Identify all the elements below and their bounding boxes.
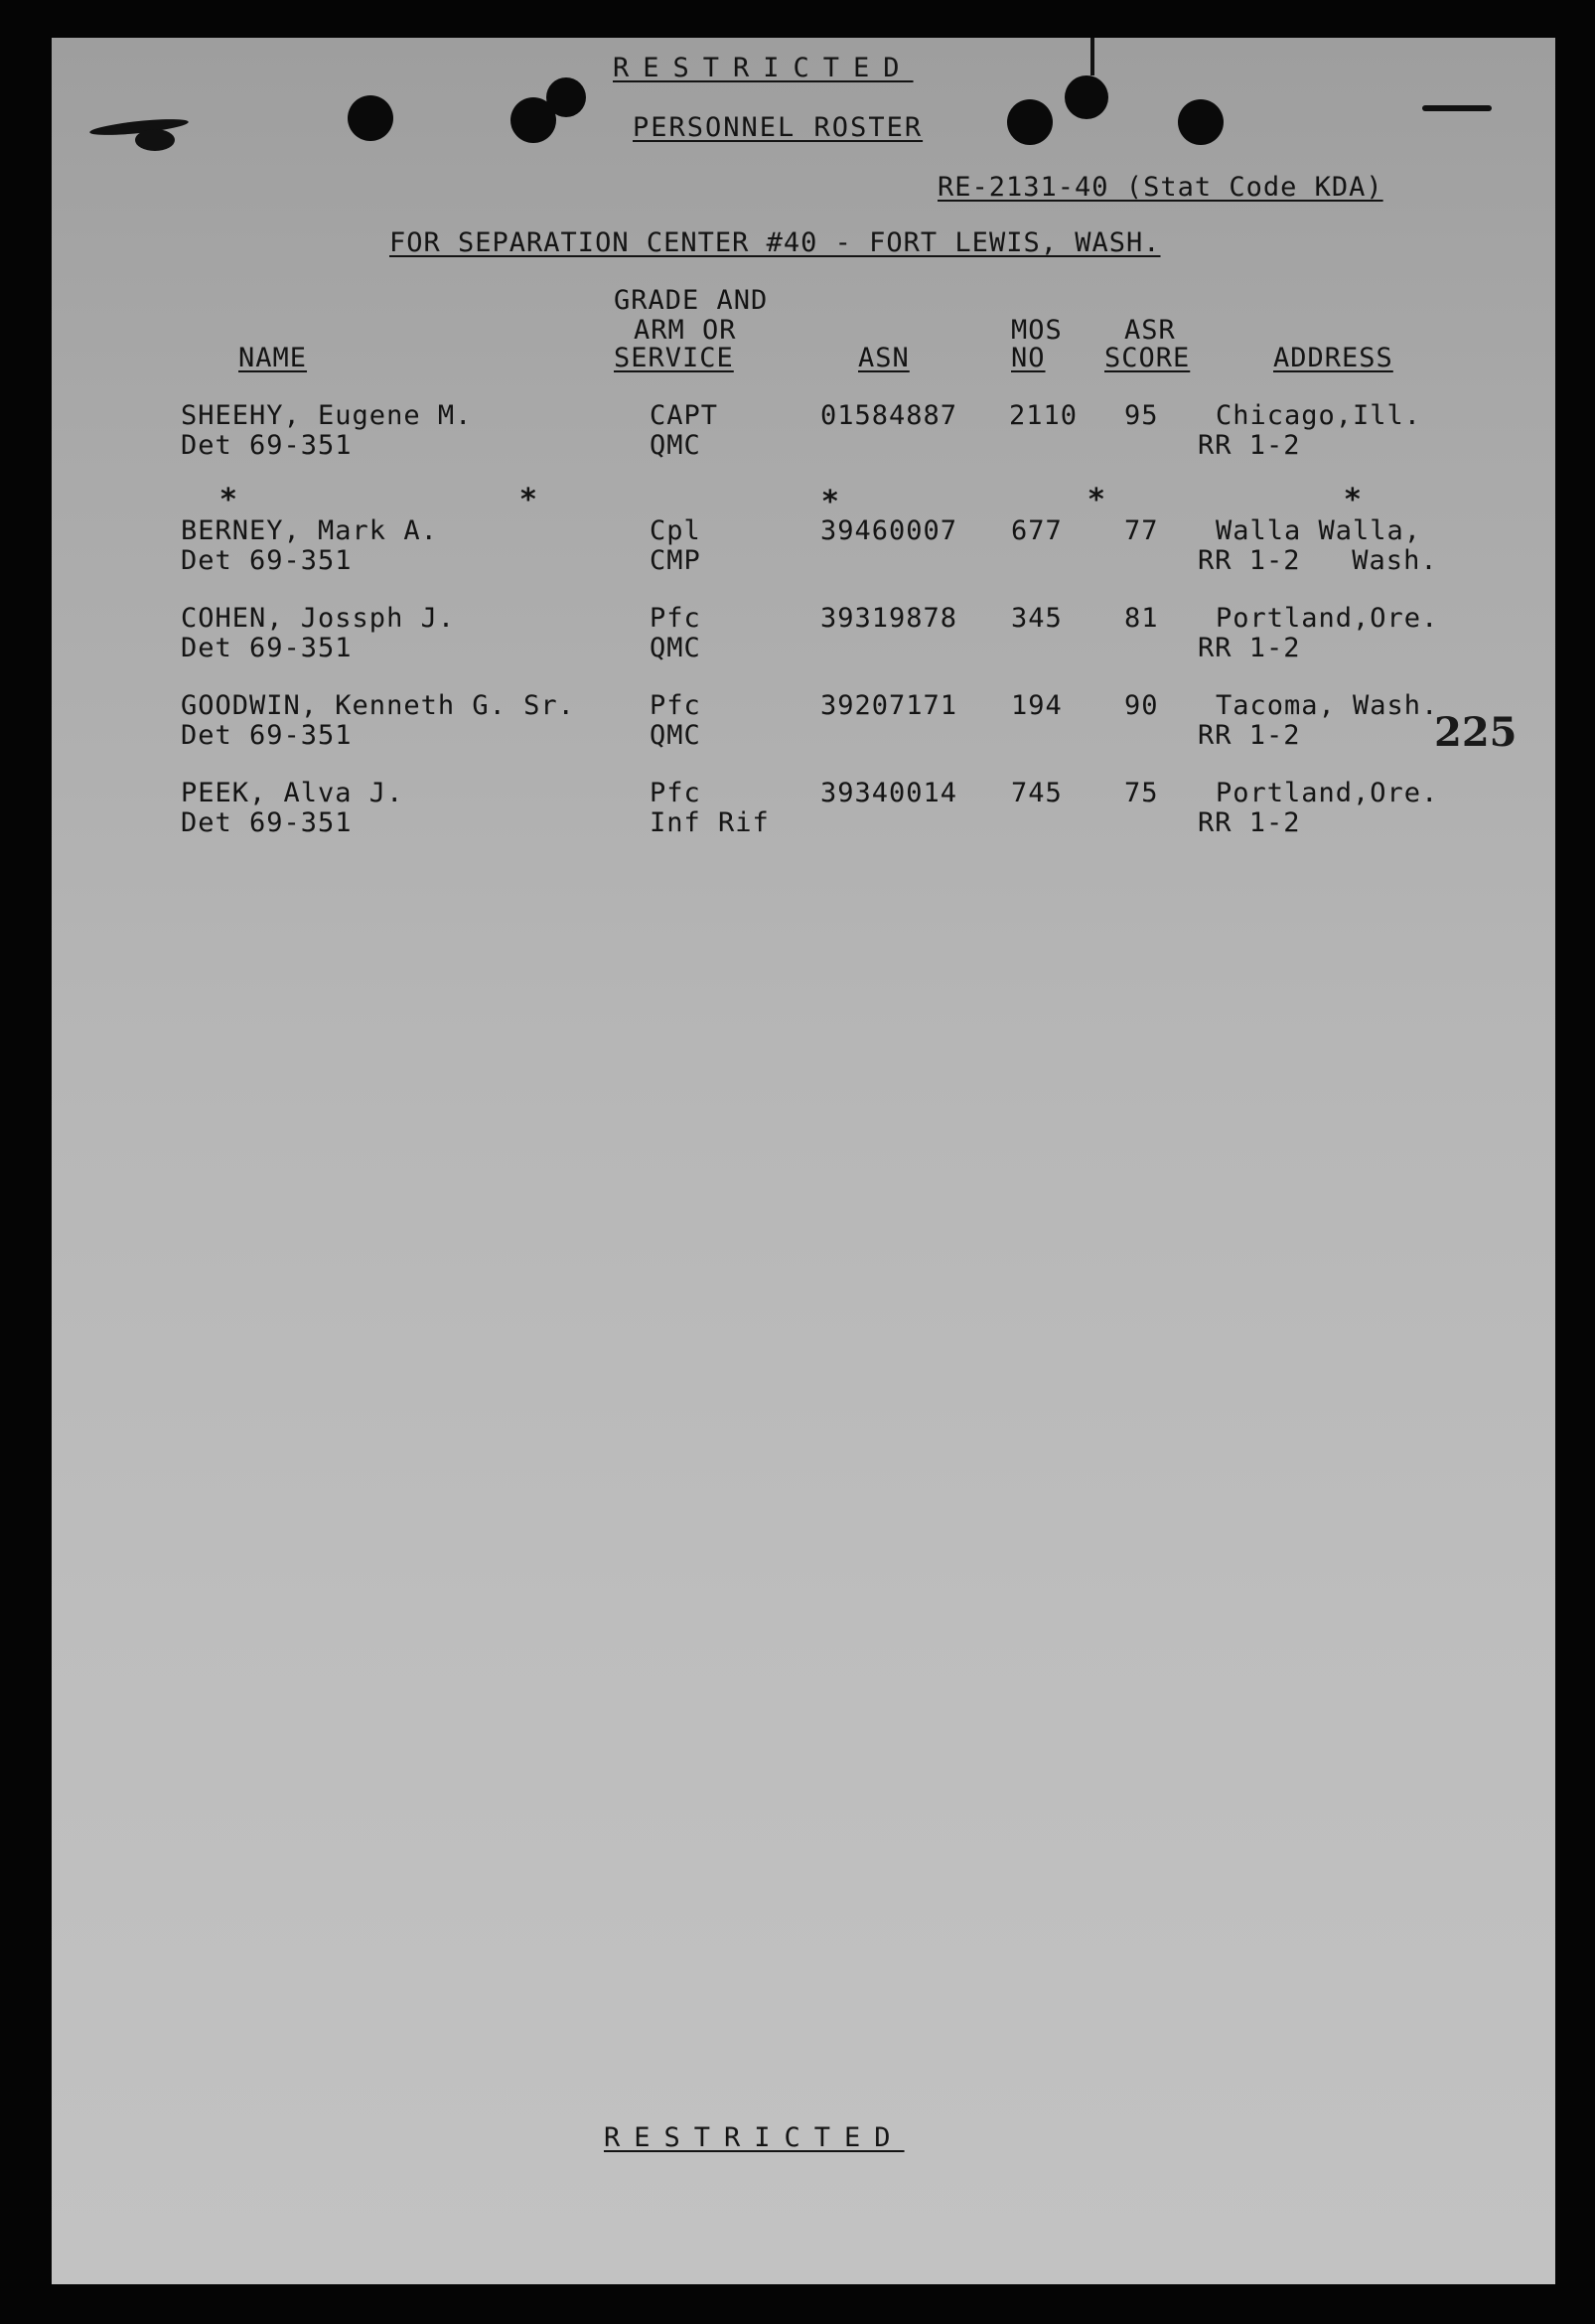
row-mos: 345: [1011, 603, 1063, 634]
row-asr: 95: [1124, 400, 1159, 431]
col-header-asr-2: SCORE: [1104, 343, 1191, 373]
tear-mark: [1090, 38, 1094, 75]
row-asn: 39460007: [820, 515, 958, 546]
row-service: Inf Rif: [650, 807, 770, 838]
row-asr: 90: [1124, 690, 1159, 721]
row-unit: Det 69-351: [181, 720, 353, 751]
col-header-asr-1: ASR: [1124, 315, 1176, 346]
row-service: QMC: [650, 430, 701, 461]
row-name: BERNEY, Mark A.: [181, 515, 438, 546]
center-line: FOR SEPARATION CENTER #40 - FORT LEWIS, WASH.: [389, 227, 1161, 258]
classification-top: RESTRICTED: [613, 53, 914, 83]
row-unit: Det 69-351: [181, 430, 353, 461]
row-mos: 2110: [1009, 400, 1079, 431]
row-service: CMP: [650, 545, 701, 576]
row-service: QMC: [650, 633, 701, 663]
row-mos: 745: [1011, 778, 1063, 808]
row-address-1: Portland,Ore.: [1216, 778, 1439, 808]
punch-hole: [1007, 99, 1053, 145]
punch-hole: [348, 95, 393, 141]
row-grade: CAPT: [650, 400, 719, 431]
row-asr: 75: [1124, 778, 1159, 808]
row-address-1: Walla Walla,: [1216, 515, 1422, 546]
col-header-address: ADDRESS: [1273, 343, 1393, 373]
separator-star: *: [520, 483, 536, 517]
col-header-grade-2: ARM OR: [634, 315, 737, 346]
separator-star: *: [822, 485, 838, 519]
row-grade: Pfc: [650, 778, 701, 808]
row-address-2: RR 1-2: [1198, 720, 1301, 751]
col-header-mos-2: NO: [1011, 343, 1046, 373]
col-header-name: NAME: [238, 343, 308, 373]
report-code: RE-2131-40 (Stat Code KDA): [938, 172, 1383, 203]
row-mos: 194: [1011, 690, 1063, 721]
row-asr: 81: [1124, 603, 1159, 634]
row-address-2: RR 1-2 Wash.: [1198, 545, 1438, 576]
row-name: SHEEHY, Eugene M.: [181, 400, 473, 431]
row-address-1: Portland,Ore.: [1216, 603, 1439, 634]
row-name: COHEN, Jossph J.: [181, 603, 456, 634]
roster-title: PERSONNEL ROSTER: [633, 112, 924, 143]
row-asn: 39319878: [820, 603, 958, 634]
col-header-asn: ASN: [858, 343, 910, 373]
row-asn: 39207171: [820, 690, 958, 721]
row-asn: 01584887: [820, 400, 958, 431]
page-number: 225: [1434, 709, 1518, 756]
row-address-2: RR 1-2: [1198, 807, 1301, 838]
row-grade: Cpl: [650, 515, 701, 546]
col-header-mos-1: MOS: [1011, 315, 1063, 346]
row-unit: Det 69-351: [181, 807, 353, 838]
row-address-1: Chicago,Ill.: [1216, 400, 1422, 431]
row-service: QMC: [650, 720, 701, 751]
punch-hole: [546, 77, 586, 117]
tear-mark: [1422, 105, 1492, 111]
row-unit: Det 69-351: [181, 633, 353, 663]
row-grade: Pfc: [650, 690, 701, 721]
separator-star: *: [1088, 483, 1104, 517]
punch-hole: [1065, 75, 1108, 119]
separator-star: *: [1345, 483, 1361, 517]
row-name: PEEK, Alva J.: [181, 778, 404, 808]
row-asn: 39340014: [820, 778, 958, 808]
row-mos: 677: [1011, 515, 1063, 546]
col-header-grade-1: GRADE AND: [614, 285, 769, 316]
row-address-2: RR 1-2: [1198, 430, 1301, 461]
row-name: GOODWIN, Kenneth G. Sr.: [181, 690, 575, 721]
tear-mark: [135, 129, 175, 151]
row-grade: Pfc: [650, 603, 701, 634]
col-header-grade-3: SERVICE: [614, 343, 734, 373]
punch-hole: [1178, 99, 1224, 145]
row-address-1: Tacoma, Wash.: [1216, 690, 1439, 721]
row-asr: 77: [1124, 515, 1159, 546]
classification-bottom: RESTRICTED: [604, 2122, 905, 2153]
row-address-2: RR 1-2: [1198, 633, 1301, 663]
row-unit: Det 69-351: [181, 545, 353, 576]
document-sheet: [52, 38, 1555, 2284]
separator-star: *: [220, 483, 236, 517]
